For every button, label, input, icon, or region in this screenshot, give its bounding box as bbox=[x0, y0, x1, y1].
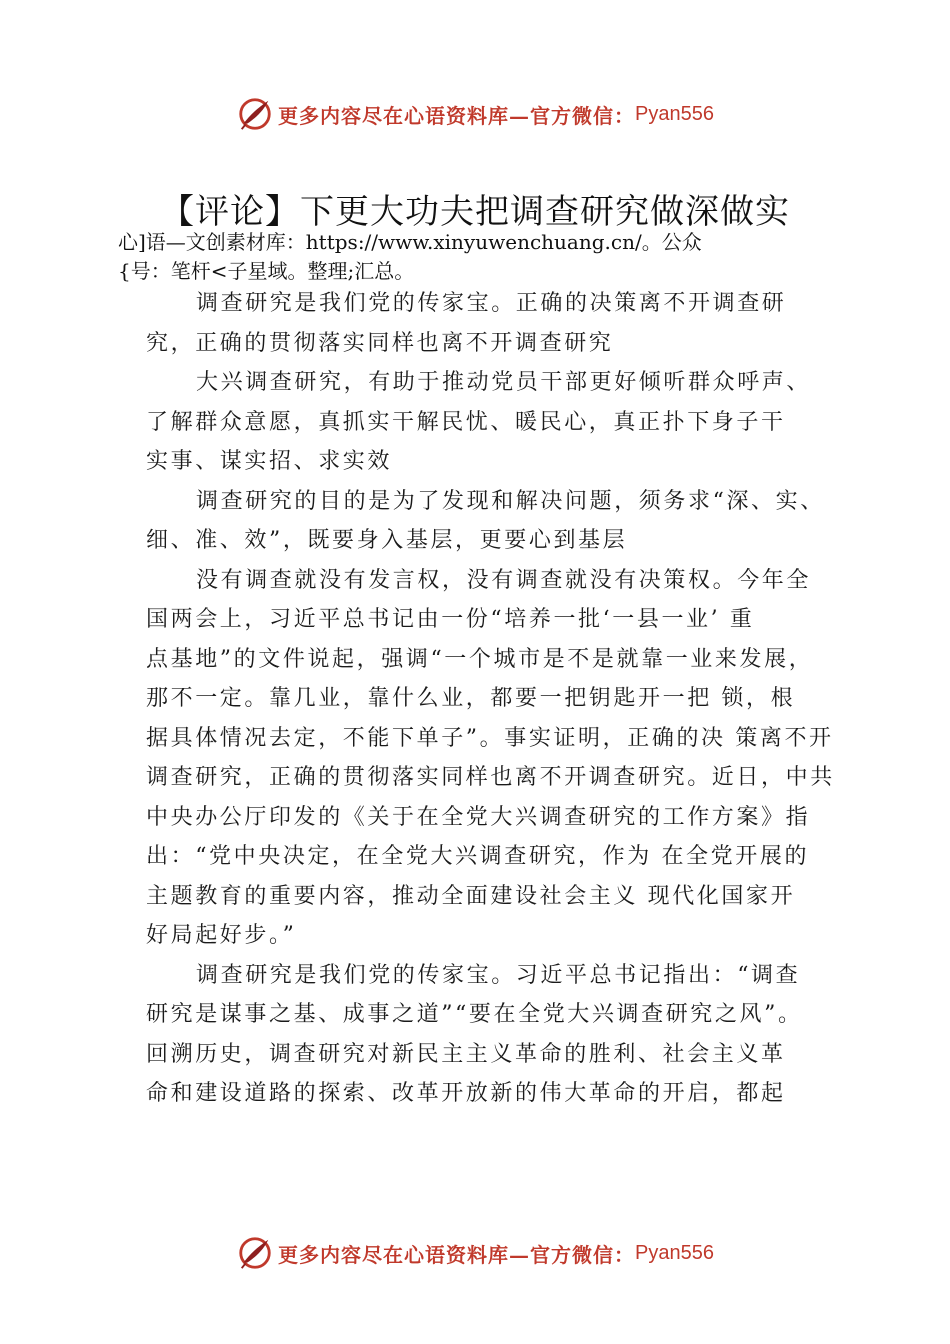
body-line: 命和建设道路的探索、改革开放新的伟大革命的开启，都起 bbox=[146, 1081, 786, 1106]
banner-text: 更多内容尽在心语资料库—官方微信： bbox=[278, 1242, 636, 1267]
wechat-id: Pyan556 bbox=[635, 1241, 714, 1264]
body-line: 调查研究是我们党的传家宝。正确的决策离不开调查研 bbox=[196, 291, 787, 316]
footer-banner bbox=[0, 1231, 950, 1275]
document-title: 【评论】下更大功夫把调查研究做深做实 bbox=[160, 192, 790, 232]
body-line: 实事、谋实招、求实效 bbox=[146, 449, 393, 474]
body-line: 点基地”的文件说起，强调“一个城市是不是就靠一业来发展， bbox=[146, 646, 814, 672]
article-body bbox=[146, 284, 846, 1114]
body-line: 好局起好步。” bbox=[146, 923, 297, 948]
body-line: 据具体情况去定，不能下单子”。事实证明，正确的决 策离不开 bbox=[146, 725, 834, 751]
body-line: 出：“党中央决定，在全党大兴调查研究，作为 在全党开展的 bbox=[146, 844, 810, 869]
body-line: 那不一定。靠几业，靠什么业，都要一把钥匙开一把 锁，根 bbox=[146, 686, 796, 711]
wechat-id: Pyan556 bbox=[635, 102, 714, 125]
body-line: 主题教育的重要内容，推动全面建设社会主义 现代化国家开 bbox=[146, 883, 796, 909]
quill-seal-logo-icon bbox=[236, 1234, 274, 1272]
source-line-2: {号：笔杆<子星域。整理;汇总。 bbox=[118, 259, 415, 283]
body-line: 大兴调查研究，有助于推动党员干部更好倾听群众呼声、 bbox=[196, 370, 812, 395]
source-line-1: 心]语—文创素材库：https://www.xinyuwenchuang.cn/。公众 bbox=[118, 230, 702, 254]
quill-seal-logo-icon bbox=[236, 95, 274, 133]
body-line: 研究是谋事之基、成事之道”“要在全党大兴调查研究之风”。 bbox=[146, 1002, 803, 1027]
body-line: 调查研究是我们党的传家宝。习近平总书记指出：“调查 bbox=[196, 962, 801, 988]
body-line: 中央办公厅印发的《关于在全党大兴调查研究的工作方案》指 bbox=[146, 804, 811, 830]
body-line: 细、准、效”，既要身入基层，更要心到基层 bbox=[146, 528, 628, 553]
header-banner bbox=[0, 92, 950, 136]
body-line: 国两会上，习近平总书记由一份“培养一批‘一县一业’ 重 bbox=[146, 607, 755, 632]
body-line: 究，正确的贯彻落实同样也离不开调查研究 bbox=[146, 330, 614, 356]
body-line: 了解群众意愿，真抓实干解民忧、暖民心，真正扑下身子干 bbox=[146, 409, 786, 435]
body-line: 回溯历史，调查研究对新民主主义革命的胜利、社会主义革 bbox=[146, 1041, 786, 1067]
body-line: 调查研究的目的是为了发现和解决问题，须务求“深、实、 bbox=[196, 488, 825, 514]
body-line: 没有调查就没有发言权，没有调查就没有决策权。今年全 bbox=[196, 567, 812, 593]
body-line: 调查研究，正确的贯彻落实同样也离不开调查研究。近日，中共 bbox=[146, 765, 835, 790]
banner-text: 更多内容尽在心语资料库—官方微信： bbox=[278, 103, 636, 128]
